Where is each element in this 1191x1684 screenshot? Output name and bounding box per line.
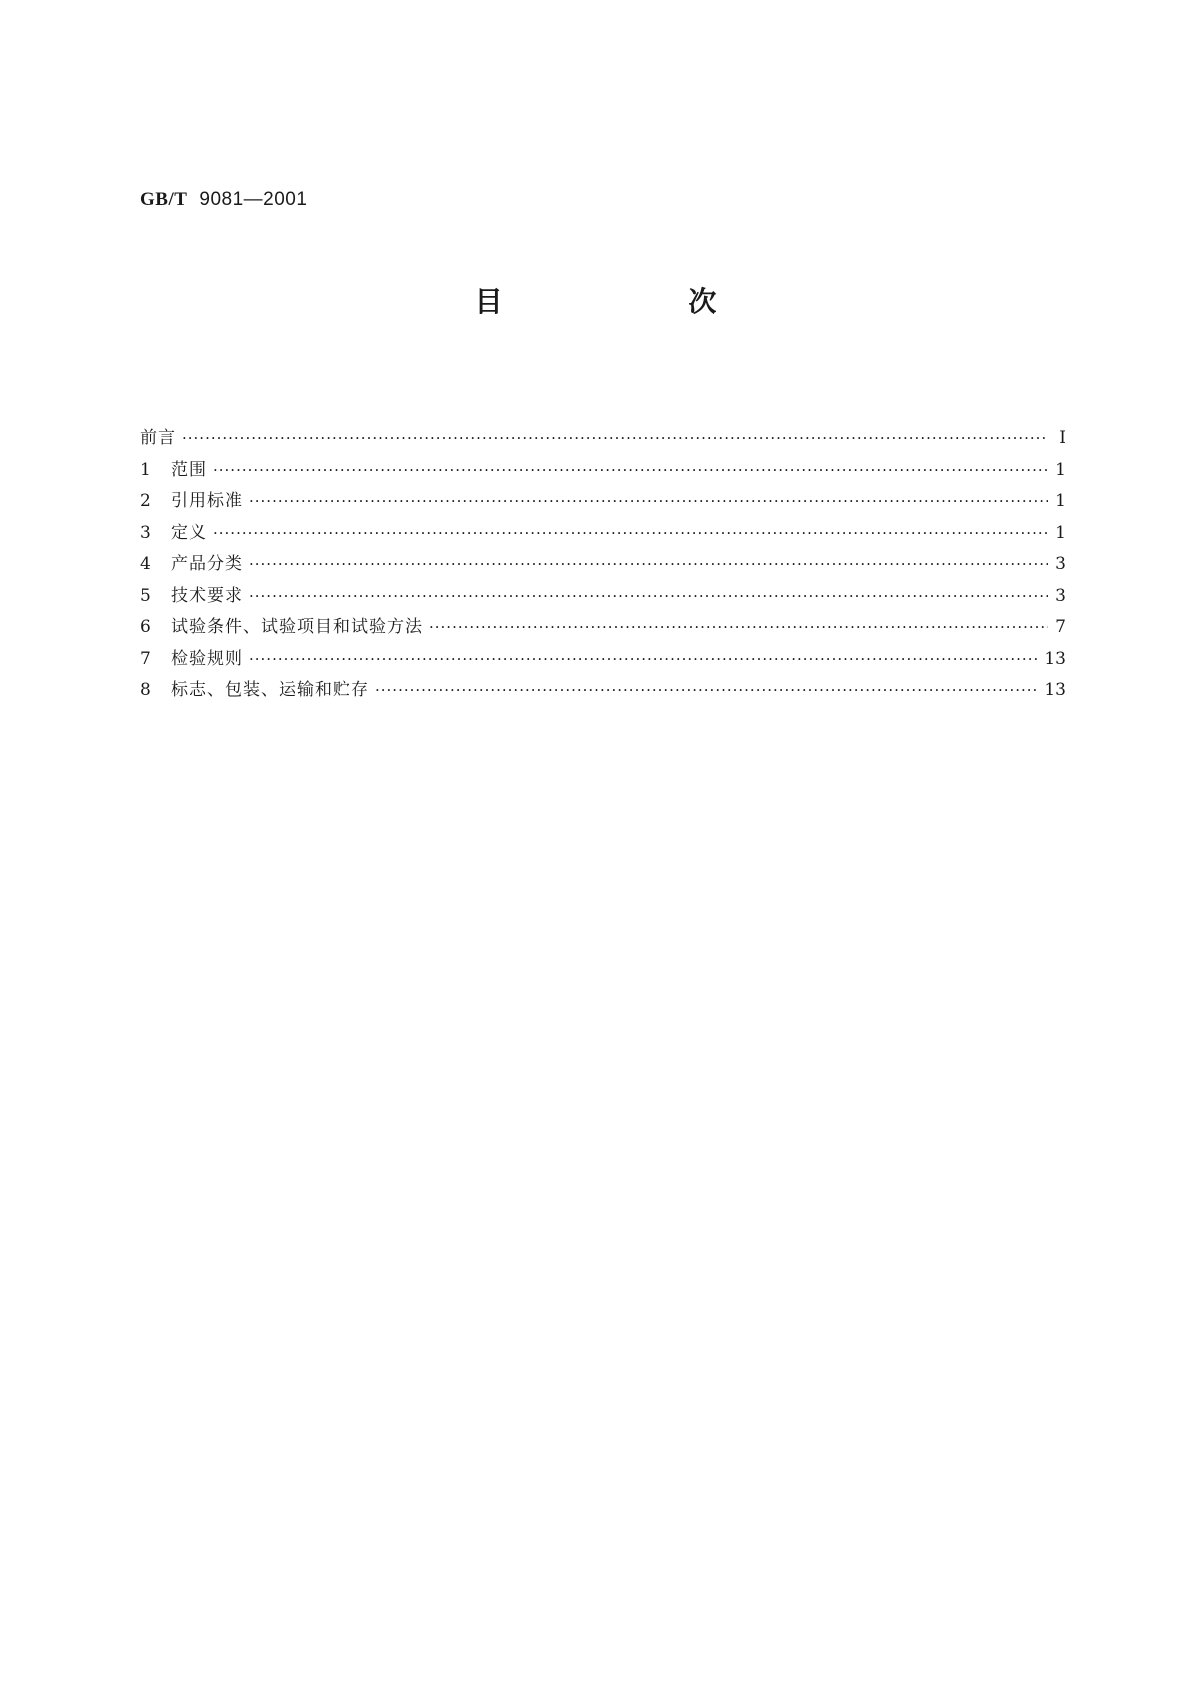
toc-leader-dots (249, 581, 1048, 613)
toc-entry-label: 产品分类 (171, 554, 243, 574)
toc-entry-6[interactable] (140, 612, 1066, 644)
toc-entry-1[interactable] (140, 455, 1066, 487)
toc-entry-number: 4 (140, 554, 151, 574)
toc-entry-number: 1 (140, 459, 151, 480)
toc-entry-label: 标志、包装、运输和贮存 (171, 680, 369, 700)
toc-entry-label: 检验规则 (171, 648, 243, 669)
toc-entry-label: 技术要求 (171, 585, 243, 606)
toc-entry-page: 1 (1055, 522, 1066, 543)
toc-leader-dots (249, 486, 1048, 518)
toc-entry-page: 3 (1055, 585, 1066, 606)
toc-leader-dots (375, 675, 1038, 707)
toc-entry-number: 7 (140, 648, 151, 669)
toc-leader-dots (213, 455, 1048, 487)
page-title: 目 次 (474, 285, 805, 318)
toc-entry-page: 7 (1055, 617, 1066, 637)
toc-entry-number: 8 (140, 680, 151, 700)
toc-entry-page: I (1059, 428, 1066, 448)
toc-entry-number: 5 (140, 585, 151, 606)
toc-entry-4[interactable] (140, 549, 1066, 581)
table-of-contents (140, 423, 1066, 707)
toc-entry-label: 试验条件、试验项目和试验方法 (171, 617, 423, 637)
toc-entry-page: 1 (1055, 491, 1066, 511)
toc-leader-dots (249, 644, 1038, 676)
toc-entry-page: 13 (1044, 680, 1066, 700)
toc-entry-foreword[interactable] (140, 423, 1066, 455)
toc-leader-dots (249, 549, 1048, 581)
toc-entry-label: 前言 (140, 428, 176, 448)
toc-entry-number: 2 (140, 491, 151, 511)
toc-entry-3[interactable] (140, 518, 1066, 550)
toc-entry-number: 6 (140, 617, 151, 637)
toc-entry-page: 1 (1055, 459, 1066, 480)
toc-leader-dots (429, 612, 1048, 644)
toc-entry-5[interactable] (140, 581, 1066, 613)
standard-code (140, 188, 307, 211)
toc-entry-number: 3 (140, 522, 151, 543)
toc-entry-label: 引用标准 (171, 491, 243, 511)
toc-entry-7[interactable] (140, 644, 1066, 676)
standard-number: 9081—2001 (199, 189, 308, 210)
toc-entry-label: 定义 (171, 522, 207, 543)
toc-entry-page: 3 (1055, 554, 1066, 574)
standard-prefix: GB/T (140, 189, 188, 210)
toc-leader-dots (182, 423, 1048, 455)
toc-entry-page: 13 (1044, 648, 1066, 669)
toc-entry-8[interactable] (140, 675, 1066, 707)
toc-entry-2[interactable] (140, 486, 1066, 518)
toc-leader-dots (213, 518, 1048, 550)
toc-entry-label: 范围 (171, 459, 207, 480)
